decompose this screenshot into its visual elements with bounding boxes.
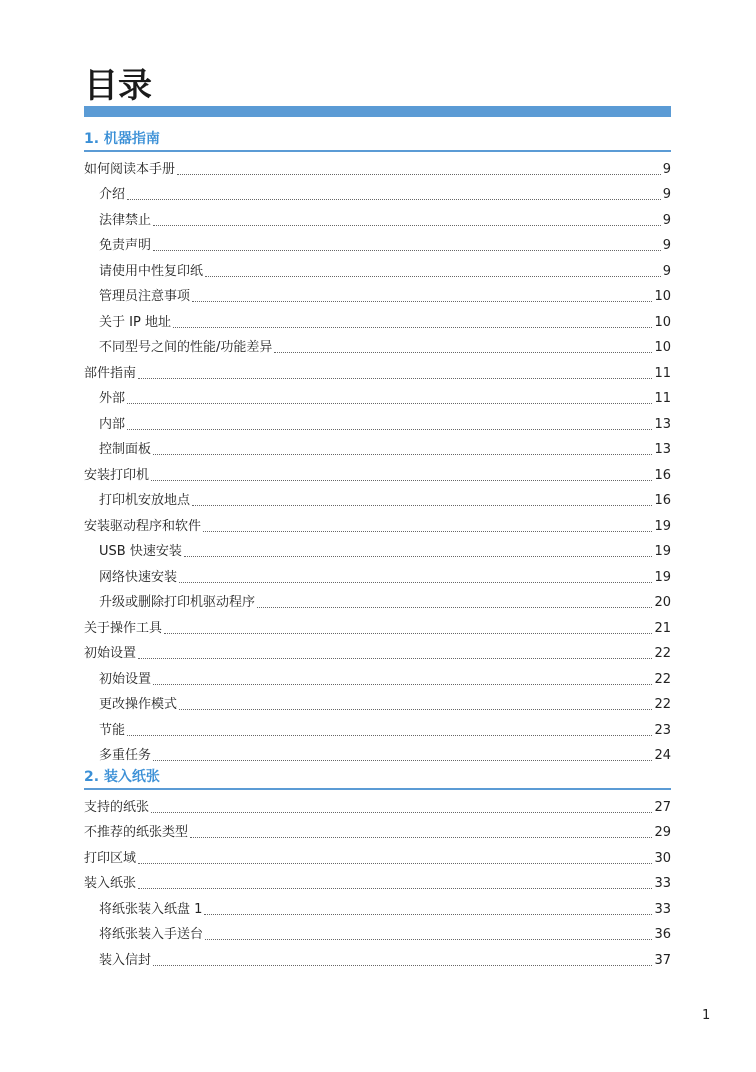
toc-entry-page: 22 [654,671,671,687]
toc-entry[interactable] [84,484,671,510]
toc-entry[interactable] [84,739,671,765]
toc-entry-page: 21 [654,620,671,636]
toc-entry-label: 法律禁止 [99,212,152,228]
dot-leader [203,531,652,532]
toc-entry-page: 24 [654,748,671,763]
toc-entry[interactable] [84,637,671,663]
dot-leader [138,378,652,379]
toc-entry[interactable] [84,662,671,688]
toc-entry[interactable] [84,816,671,842]
toc-entry-page: 9 [662,161,671,177]
toc-entry-page: 16 [654,467,671,483]
toc-entry-label: 关于 IP 地址 [99,314,171,330]
toc-entry[interactable] [84,331,671,357]
toc-entry-label: 将纸张装入纸盘 1 [99,901,203,917]
toc-entry-page: 30 [654,850,671,866]
toc-entry[interactable] [84,305,671,331]
toc-entry-page: 9 [662,187,671,202]
page-number: 1 [702,1008,711,1023]
toc-entry-label: 部件指南 [84,365,137,381]
toc-entry-label: 安装打印机 [84,467,150,483]
toc-entry-page: 29 [654,825,671,840]
toc-entry-label: 打印机安放地点 [99,493,191,508]
toc-entry[interactable] [84,178,671,204]
toc-entry-page: 19 [654,518,671,534]
toc-entry-label: 免责声明 [99,238,152,253]
toc-entry-label: 如何阅读本手册 [84,161,176,177]
dot-leader [179,582,652,583]
dot-leader [192,505,652,506]
toc-entry[interactable] [84,611,671,637]
toc-entry-label: 网络快速安装 [99,569,178,585]
toc-entry-label: 装入纸张 [84,876,137,891]
toc-entry[interactable] [84,586,671,612]
table-of-contents [84,126,671,969]
section-heading-label: 1. 机器指南 [84,131,160,147]
dot-leader [153,760,652,761]
toc-entry-page: 37 [654,952,671,968]
toc-entry-page: 27 [654,799,671,815]
toc-entry[interactable] [84,918,671,944]
toc-entry[interactable] [84,892,671,918]
toc-entry-page: 22 [654,697,671,712]
toc-entry-label: 关于操作工具 [84,620,163,636]
toc-entry[interactable] [84,458,671,484]
toc-entry[interactable] [84,280,671,306]
section-heading[interactable] [84,764,671,790]
toc-entry-label: 请使用中性复印纸 [99,263,204,279]
toc-entry-page: 16 [654,493,671,508]
toc-entry-label: 装入信封 [99,952,152,968]
dot-leader [153,454,652,455]
section-heading[interactable] [84,126,671,152]
dot-leader [177,174,661,175]
toc-entry-label: 管理员注意事项 [99,289,191,304]
toc-entry-page: 19 [654,569,671,585]
toc-entry[interactable] [84,867,671,893]
toc-entry-page: 19 [654,544,671,559]
toc-entry[interactable] [84,407,671,433]
dot-leader [164,633,652,634]
toc-entry-page: 11 [654,391,671,406]
toc-entry-page: 20 [654,595,671,610]
dot-leader [127,403,652,404]
dot-leader [153,250,661,251]
toc-entry[interactable] [84,382,671,408]
toc-entry-page: 10 [654,314,671,330]
dot-leader [205,276,661,277]
toc-entry-label: 节能 [99,722,126,738]
dot-leader [205,939,652,940]
toc-entry[interactable] [84,509,671,535]
dot-leader [153,684,652,685]
section-heading-label: 2. 装入纸张 [84,769,160,785]
toc-entry[interactable] [84,203,671,229]
toc-entry[interactable] [84,254,671,280]
toc-entry-page: 11 [654,365,671,381]
toc-entry-label: 更改操作模式 [99,697,178,712]
toc-entry-label: 多重任务 [99,748,152,763]
toc-entry[interactable] [84,535,671,561]
toc-entry-label: 支持的纸张 [84,799,150,815]
dot-leader [127,199,661,200]
toc-entry-page: 9 [662,238,671,253]
toc-entry-page: 33 [654,876,671,891]
toc-entry-label: 初始设置 [84,646,137,661]
dot-leader [153,225,661,226]
toc-entry-label: USB 快速安装 [99,544,182,559]
dot-leader [184,556,653,557]
toc-entry-label: 控制面板 [99,442,152,457]
dot-leader [190,837,652,838]
page-title: 目录 [84,66,152,106]
toc-entry-label: 内部 [99,416,126,432]
dot-leader [274,352,652,353]
toc-entry[interactable] [84,841,671,867]
toc-entry-label: 安装驱动程序和软件 [84,518,202,534]
dot-leader [192,301,652,302]
toc-entry-page: 13 [654,442,671,457]
toc-entry-page: 33 [654,901,671,917]
toc-entry-page: 9 [662,212,671,228]
toc-entry-label: 介绍 [99,187,126,202]
toc-entry[interactable] [84,152,671,178]
dot-leader [138,888,652,889]
toc-entry[interactable] [84,713,671,739]
toc-entry-page: 10 [654,289,671,304]
dot-leader [127,429,652,430]
dot-leader [173,327,653,328]
toc-entry-page: 10 [654,340,671,355]
toc-entry-page: 13 [654,416,671,432]
toc-entry-page: 36 [654,927,671,942]
dot-leader [127,735,652,736]
toc-entry[interactable] [84,356,671,382]
toc-entry[interactable] [84,433,671,459]
title-underline-bar [84,106,671,117]
toc-entry-label: 外部 [99,391,126,406]
toc-entry[interactable] [84,943,671,969]
toc-entry-label: 不推荐的纸张类型 [84,825,189,840]
dot-leader [204,914,652,915]
dot-leader [153,965,652,966]
toc-entry-label: 不同型号之间的性能/功能差异 [99,340,273,355]
dot-leader [138,658,652,659]
toc-entry[interactable] [84,229,671,255]
toc-entry-label: 打印区域 [84,850,137,866]
dot-leader [151,812,652,813]
toc-entry-label: 升级或删除打印机驱动程序 [99,595,256,610]
toc-entry[interactable] [84,688,671,714]
dot-leader [257,607,652,608]
toc-entry-label: 将纸张装入手送台 [99,927,204,942]
dot-leader [179,709,652,710]
toc-entry-label: 初始设置 [99,671,152,687]
toc-entry[interactable] [84,560,671,586]
toc-entry-page: 23 [654,722,671,738]
toc-entry-page: 22 [654,646,671,661]
toc-entry-page: 9 [662,263,671,279]
dot-leader [151,480,652,481]
dot-leader [138,863,652,864]
toc-entry[interactable] [84,790,671,816]
